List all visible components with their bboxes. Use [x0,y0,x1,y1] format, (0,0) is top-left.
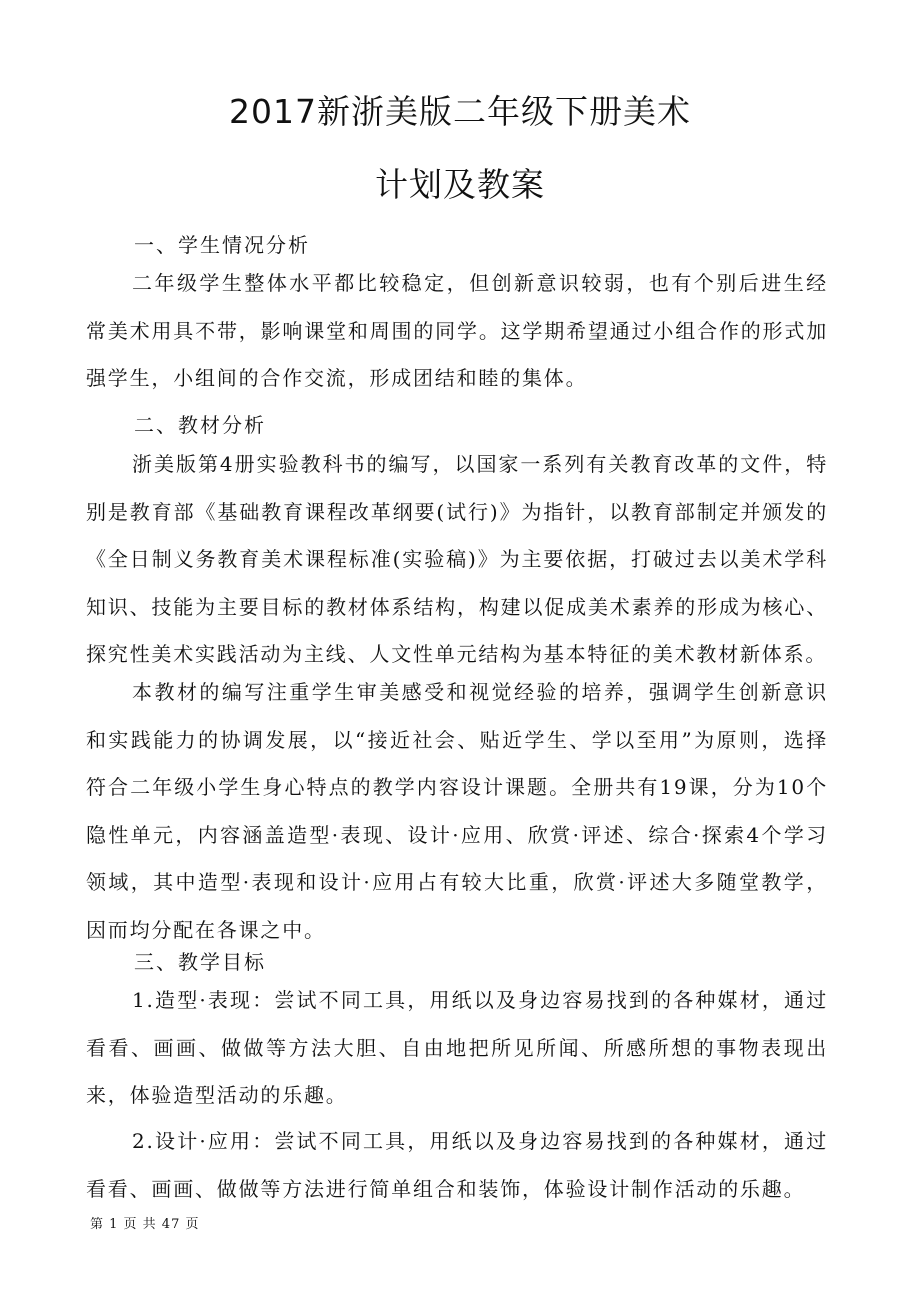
paragraph-student-analysis: 二年级学生整体水平都比较稳定，但创新意识较弱，也有个别后进生经常美术用具不带，影响课堂和周围的同学。这学期希望通过小组合作的形式加强学生，小组间的合作交流，形成团结和睦的集体。 [86,271,828,391]
paragraph-textbook-analysis-1: 浙美版第4册实验教科书的编写，以国家一系列有关教育改革的文件，特别是教育部《基础教育课程改革纲要(试行)》为指针，以教育部制定并颁发的《全日制义务教育美术课程标准(实验稿)》为主要依据，打破过去以美术学科知识、技能为主要目标的教材体系结构，构建以促成美术素养的形成为核心、探究性美术实践活动为主线、人文性单元结构为基本特征的美术教材新体系。 [86,452,828,667]
section-heading-textbook-analysis: 二、教材分析 [134,413,266,437]
document-title-line-1: 2017新浙美版二年级下册美术 [229,92,691,131]
paragraph-goal-design: 2.设计·应用：尝试不同工具，用纸以及身边容易找到的各种媒材，通过看看、画画、做做等方法进行简单组合和装饰，体验设计制作活动的乐趣。 [86,1129,828,1201]
page-number-footer: 第 1 页 共 47 页 [90,1217,200,1232]
paragraph-textbook-analysis-2: 本教材的编写注重学生审美感受和视觉经验的培养，强调学生创新意识和实践能力的协调发展，以“接近社会、贴近学生、学以至用”为原则，选择符合二年级小学生身心特点的教学内容设计课题。全册共有19课，分为10个隐性单元，内容涵盖造型·表现、设计·应用、欣赏·评述、综合·探索4个学习领域，其中造型·表现和设计·应用占有较大比重，欣赏·评述大多随堂教学，因而均分配在各课之中。 [86,680,828,942]
document-title-line-2: 计划及教案 [375,165,545,204]
section-heading-student-analysis: 一、学生情况分析 [134,233,310,257]
paragraph-goal-modeling: 1.造型·表现：尝试不同工具，用纸以及身边容易找到的各种媒材，通过看看、画画、做做等方法大胆、自由地把所见所闻、所感所想的事物表现出来，体验造型活动的乐趣。 [86,988,828,1108]
section-heading-teaching-goals: 三、教学目标 [134,950,266,974]
